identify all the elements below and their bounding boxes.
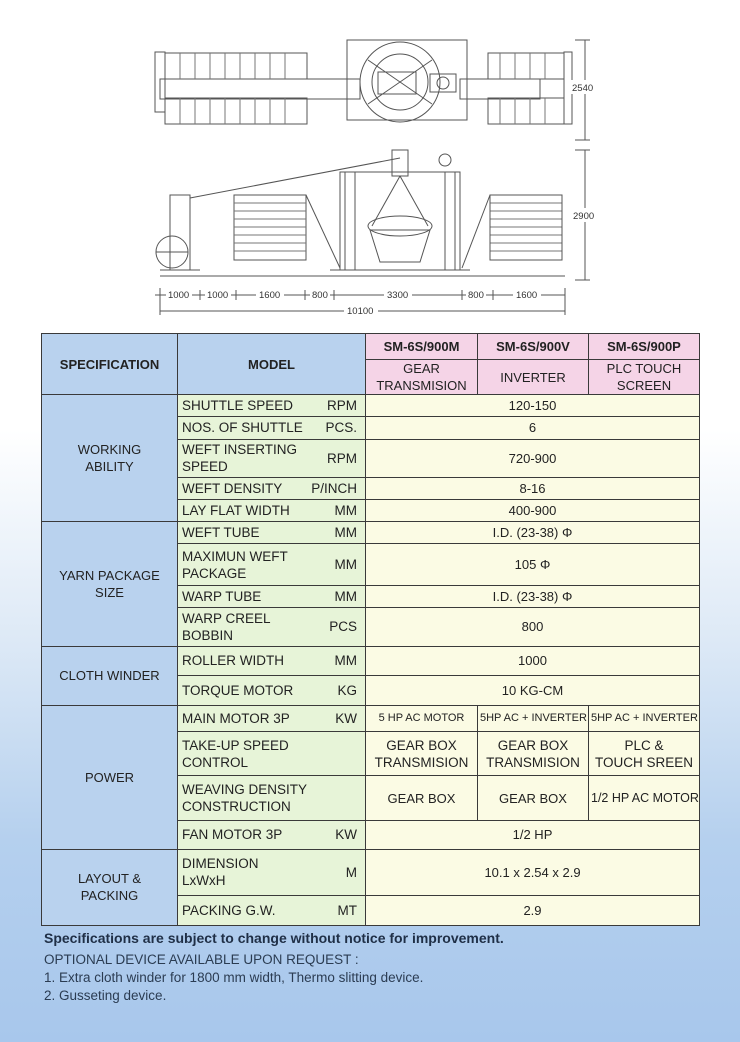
machine-drawing bbox=[0, 0, 740, 330]
dim-overall-length: 10100 bbox=[347, 306, 374, 317]
model-desc-900m: GEAR TRANSMISION bbox=[366, 360, 478, 395]
spec-value: 8-16 bbox=[366, 477, 700, 499]
group-title-line2: PACKING bbox=[80, 888, 139, 904]
header-specification: SPECIFICATION bbox=[42, 334, 178, 395]
group-working-ability bbox=[42, 395, 178, 522]
dim-segment-3: 1600 bbox=[259, 290, 281, 301]
spec-row-label: NOS. OF SHUTTLE PCS. bbox=[178, 417, 366, 439]
optional-item-2: 2. Gusseting device. bbox=[44, 988, 167, 1003]
spec-value: I.D. (23-38) Φ bbox=[366, 586, 700, 608]
model-name-900m: SM-6S/900M bbox=[366, 334, 478, 360]
group-title-line1: LAYOUT & bbox=[77, 871, 142, 887]
optional-device-title: OPTIONAL DEVICE AVAILABLE UPON REQUEST : bbox=[44, 952, 359, 967]
spec-row-label: PACKING G.W. MT bbox=[178, 895, 366, 925]
notes-section bbox=[44, 930, 704, 1006]
spec-value-900m: GEAR BOX bbox=[366, 776, 478, 821]
spec-row-label: TAKE-UP SPEED CONTROL bbox=[178, 731, 366, 775]
group-yarn-package-size bbox=[42, 521, 178, 646]
spec-value-900m: 5 HP AC MOTOR bbox=[366, 705, 478, 731]
spec-row-label: MAIN MOTOR 3P KW bbox=[178, 705, 366, 731]
spec-value: 10.1 x 2.54 x 2.9 bbox=[366, 849, 700, 895]
group-title-line2: ABILITY bbox=[85, 459, 134, 475]
spec-row-label: TORQUE MOTOR KG bbox=[178, 675, 366, 705]
dim-segment-5: 3300 bbox=[387, 290, 409, 301]
spec-row-label: SHUTTLE SPEED RPM bbox=[178, 395, 366, 417]
group-layout-packing bbox=[42, 849, 178, 925]
model-name-900p: SM-6S/900P bbox=[589, 334, 700, 360]
spec-value-900m: GEAR BOX TRANSMISION bbox=[366, 731, 478, 775]
spec-value: 105 Φ bbox=[366, 544, 700, 586]
dim-segment-2: 1000 bbox=[207, 290, 229, 301]
spec-value: 1000 bbox=[366, 646, 700, 675]
header-model: MODEL bbox=[178, 334, 366, 395]
spec-value: 10 KG-CM bbox=[366, 675, 700, 705]
disclaimer-text: Specifications are subject to change without notice for improvement. bbox=[44, 930, 504, 946]
group-title-line1: WORKING bbox=[77, 442, 142, 458]
spec-value: 720-900 bbox=[366, 439, 700, 477]
spec-value: I.D. (23-38) Φ bbox=[366, 521, 700, 543]
spec-value-900p: PLC & TOUCH SREEN bbox=[589, 731, 700, 775]
dim-segment-4: 800 bbox=[312, 290, 328, 301]
spec-value: 800 bbox=[366, 608, 700, 646]
spec-row-label: WARP CREEL BOBBIN PCS bbox=[178, 608, 366, 646]
model-name-900v: SM-6S/900V bbox=[478, 334, 589, 360]
spec-value: 120-150 bbox=[366, 395, 700, 417]
spec-row-label: WEAVING DENSITY CONSTRUCTION bbox=[178, 776, 366, 821]
spec-row-label: DIMENSION LxWxH M bbox=[178, 849, 366, 895]
spec-row-label: WEFT INSERTING SPEED RPM bbox=[178, 439, 366, 477]
spec-row-label: LAY FLAT WIDTH MM bbox=[178, 499, 366, 521]
specification-table bbox=[41, 333, 700, 926]
dim-segment-7: 1600 bbox=[516, 290, 538, 301]
dim-width-label: 2540 bbox=[572, 83, 594, 94]
model-desc-900v: INVERTER bbox=[478, 360, 589, 395]
spec-row-label: ROLLER WIDTH MM bbox=[178, 646, 366, 675]
spec-row-label: WEFT TUBE MM bbox=[178, 521, 366, 543]
spec-row-label: WEFT DENSITY P/INCH bbox=[178, 477, 366, 499]
spec-value: 1/2 HP bbox=[366, 821, 700, 849]
spec-value: 6 bbox=[366, 417, 700, 439]
spec-row-label: MAXIMUN WEFT PACKAGE MM bbox=[178, 544, 366, 586]
top-view-drawing bbox=[155, 40, 590, 140]
group-power: POWER bbox=[42, 705, 178, 849]
spec-value-900v: 5HP AC + INVERTER bbox=[478, 705, 589, 731]
optional-item-1: 1. Extra cloth winder for 1800 mm width, Thermo slitting device. bbox=[44, 970, 424, 985]
model-desc-900p: PLC TOUCH SCREEN bbox=[589, 360, 700, 395]
group-title-line1: YARN PACKAGE bbox=[59, 567, 160, 583]
spec-value-900p: 5HP AC + INVERTER bbox=[589, 705, 700, 731]
spec-value: 2.9 bbox=[366, 895, 700, 925]
front-view-drawing bbox=[156, 150, 590, 280]
spec-row-label: FAN MOTOR 3P KW bbox=[178, 821, 366, 849]
dim-segment-1: 1000 bbox=[168, 290, 190, 301]
spec-row-label: WARP TUBE MM bbox=[178, 586, 366, 608]
dim-height-label: 2900 bbox=[573, 211, 595, 222]
spec-value-900v: GEAR BOX TRANSMISION bbox=[478, 731, 589, 775]
group-cloth-winder: CLOTH WINDER bbox=[42, 646, 178, 705]
spec-value-900v: GEAR BOX bbox=[478, 776, 589, 821]
dim-segment-6: 800 bbox=[468, 290, 484, 301]
spec-value-900p: 1/2 HP AC MOTOR bbox=[589, 776, 700, 821]
group-title-line2: SIZE bbox=[95, 584, 124, 600]
spec-value: 400-900 bbox=[366, 499, 700, 521]
